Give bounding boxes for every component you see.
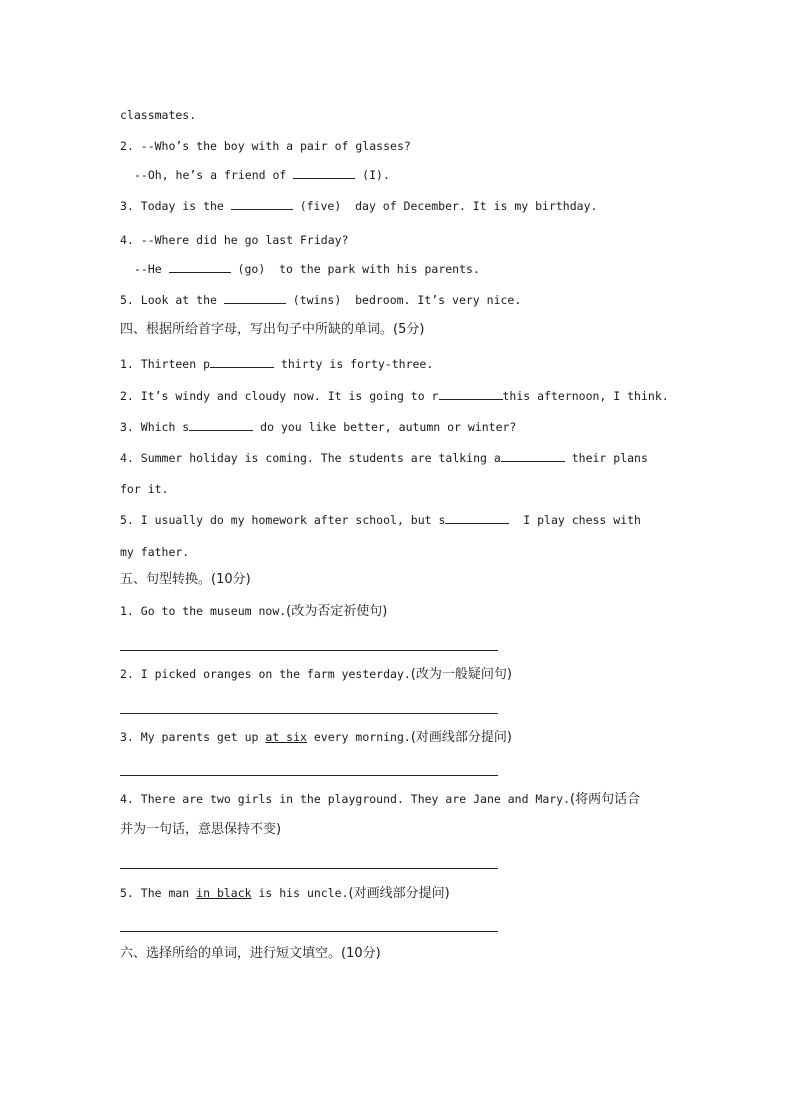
s5-q5-answer-line[interactable] [120,931,498,932]
s5-q2-answer-line[interactable] [120,713,498,714]
s3-q2-question: 2. --Who’s the boy with a pair of glasses? [120,139,411,153]
s3-q5-blank[interactable] [224,292,286,304]
s4-q5-cont: my father. [120,545,190,559]
s4-q2-blank[interactable] [439,388,503,400]
s5-q1-answer-line[interactable] [120,650,498,651]
s3-q4-question: 4. --Where did he go last Friday? [120,233,349,247]
s4-q1: 1. Thirteen p thirty is forty-three. [120,357,434,371]
s5-q5: 5. The man in black is his uncle.(对画线部分提问) [120,886,450,901]
s4-q3: 3. Which s do you like better, autumn or winter? [120,420,517,434]
s5-q4-cont: 并为一句话，意思保持不变) [120,822,282,837]
s4-q3-blank[interactable] [189,419,253,431]
s3-q4-answer-line: --He (go) to the park with his parents. [134,262,480,276]
section-6-heading: 六、选择所给的单词，进行短文填空。(10分) [120,946,381,961]
s4-q5-blank[interactable] [445,512,509,524]
s3-q4-blank[interactable] [169,261,231,273]
s5-q4-answer-line[interactable] [120,868,498,869]
s5-q4: 4. There are two girls in the playground. They are Jane and Mary.(将两句话合 [120,792,641,807]
s5-q3: 3. My parents get up at six every morning.(对画线部分提问) [120,730,512,745]
s4-q1-blank[interactable] [210,356,274,368]
s4-q2: 2. It’s windy and cloudy now. It is going to r this afternoon, I think. [120,389,669,403]
section-4-heading: 四、根据所给首字母，写出句子中所缺的单词。(5分) [120,322,425,337]
s4-q4-blank[interactable] [501,450,565,462]
s3-q1-tail: classmates. [120,108,197,122]
s4-q4-cont: for it. [120,482,169,496]
s5-q3-answer-line[interactable] [120,775,498,776]
s3-q3-blank[interactable] [231,198,293,210]
s3-q2-blank[interactable] [293,167,355,179]
section-5-heading: 五、句型转换。(10分) [120,572,251,587]
s3-q2-answer-line: --Oh, he’s a friend of (I). [134,168,390,182]
s3-q3: 3. Today is the (five) day of December. It is my birthday. [120,199,598,213]
s4-q5: 5. I usually do my homework after school, but s I play chess with [120,513,641,527]
s4-q4: 4. Summer holiday is coming. The students are talking a their plans [120,451,648,465]
s3-q5: 5. Look at the (twins) bedroom. It’s very nice. [120,293,522,307]
s5-q2: 2. I picked oranges on the farm yesterday.(改为一般疑问句) [120,667,512,682]
s5-q1: 1. Go to the museum now.(改为否定祈使句) [120,604,388,619]
